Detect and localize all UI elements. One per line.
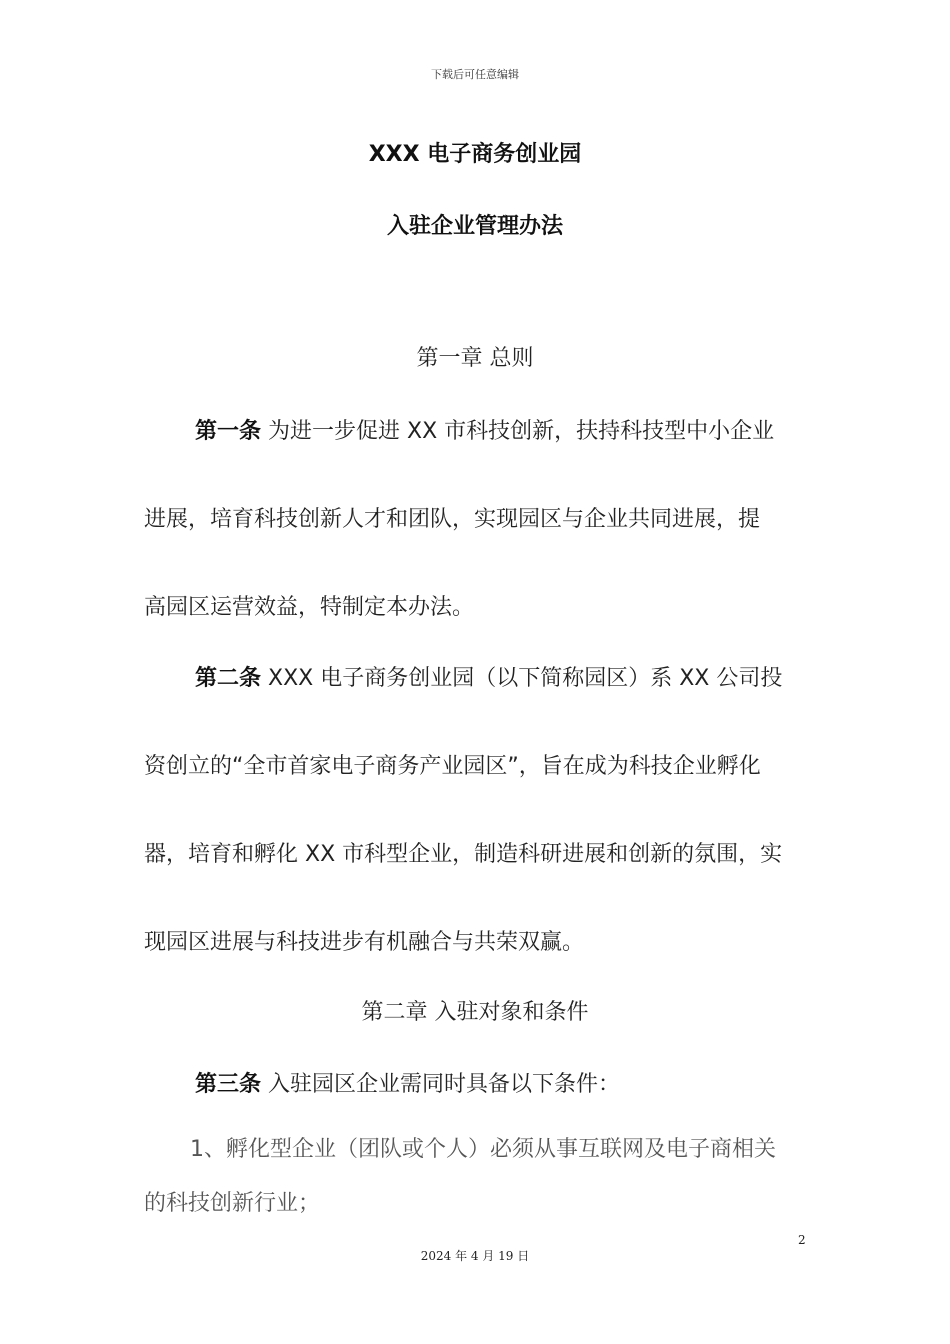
article-2-label: 第二条 <box>195 666 262 691</box>
condition-item-1-line-1: 1、孵化型企业（团队或个人）必须从事互联网及电子商相关 <box>190 1137 776 1162</box>
document-title-line1: XXX 电子商务创业园 <box>368 142 582 167</box>
article-3-label: 第三条 <box>195 1072 262 1097</box>
article-2-line-1 <box>195 661 815 692</box>
article-1-line-1 <box>195 414 815 445</box>
article-3-line-1 <box>195 1067 815 1098</box>
page-number: 2 <box>798 1233 806 1247</box>
article-2-text: XXX 电子商务创业园（以下简称园区）系 XX 公司投 <box>261 666 783 691</box>
article-1-label: 第一条 <box>195 419 262 444</box>
chapter-heading-2: 第二章 入驻对象和条件 <box>361 1000 589 1025</box>
chapter-heading-1: 第一章 总则 <box>416 346 534 371</box>
header-note: 下载后可任意编辑 <box>431 68 519 81</box>
footer-date: 2024 年 4 月 19 日 <box>420 1249 530 1263</box>
article-3-text: 入驻园区企业需同时具备以下条件： <box>261 1072 621 1097</box>
article-1-line-2: 进展，培育科技创新人才和团队，实现园区与企业共同进展，提 <box>144 507 761 532</box>
document-title-line2: 入驻企业管理办法 <box>386 214 563 239</box>
article-1-line-3: 高园区运营效益，特制定本办法。 <box>144 595 475 620</box>
article-2-line-2: 资创立的“全市首家电子商务产业园区”，旨在成为科技企业孵化 <box>144 754 761 779</box>
article-1-text: 为进一步促进 XX 市科技创新，扶持科技型中小企业 <box>261 419 775 444</box>
article-2-line-4: 现园区进展与科技进步有机融合与共荣双赢。 <box>144 930 585 955</box>
condition-item-1-line-2: 的科技创新行业； <box>144 1191 321 1216</box>
article-2-line-3: 器，培育和孵化 XX 市科型企业，制造科研进展和创新的氛围，实 <box>144 842 783 867</box>
